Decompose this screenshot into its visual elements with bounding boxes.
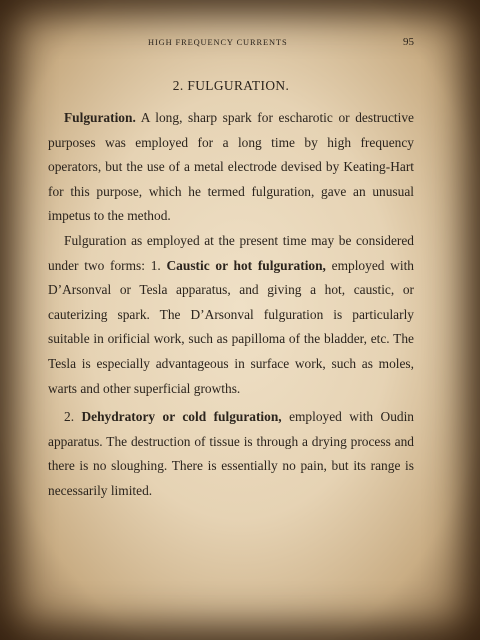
paragraph-text-end: employed with D’Arsonval or Tesla apparatus, and giving a hot, caustic, or cauterizing spark. The D’Arsonval fulguration is particularly suitable in orificial work, such as papilloma of the bladder, etc. The Tesla is especially advantageous in surface work, such as moles, warts and other superficial growths. <box>48 257 414 396</box>
paragraph-two-forms <box>48 229 414 401</box>
paragraph-text-end: employed with Oudin apparatus. The destruction of tissue is through a drying process and there is no sloughing. There is essentially no pain, but its range is necessarily limited. <box>48 409 415 498</box>
paragraph-lead-term: Fulguration. <box>64 110 136 125</box>
paragraph-text-start: 2. <box>64 409 82 425</box>
paragraph-text: A long, sharp spark for escharotic or destructive purposes was employed for a long time by high frequency operators, but the use of a metal electrode devised by Keating-Hart for this purpose, which he termed fulguration, gave an unusual impetus to the method. <box>48 110 414 224</box>
paragraph-bold-term: Dehydratory or cold fulguration, <box>81 409 282 425</box>
paragraph-text-start: Fulguration as employed at the present time may be considered under two forms: 1. <box>48 232 414 273</box>
paragraph-cold-fulguration <box>48 405 414 503</box>
paragraph-bold-term: Caustic or hot fulguration, <box>166 257 326 273</box>
book-page <box>48 32 414 504</box>
page-number: 95 <box>403 36 414 48</box>
running-head <box>48 32 414 52</box>
paragraph-fulguration-intro <box>48 106 414 229</box>
running-head-title: HIGH FREQUENCY CURRENTS <box>148 38 288 47</box>
section-heading: 2. FULGURATION. <box>172 78 290 93</box>
